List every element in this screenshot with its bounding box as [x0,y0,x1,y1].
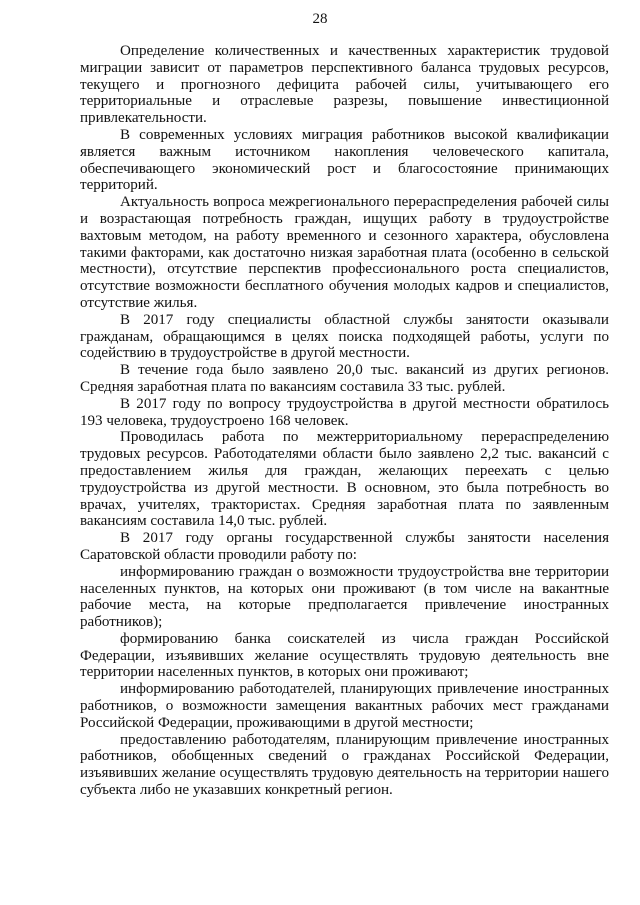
paragraph-service-work-intro: В 2017 году органы государственной службы занятости населения Саратовской области проводили работу по: [80,530,609,563]
paragraph-employment-service-2017: В 2017 году специалисты областной службы занятости оказывали гражданам, обращающимся в целях поиска подходящей работы, услуги по содействию в трудоустройстве в другой местности. [80,311,609,362]
paragraph-applicant-bank: формированию банка соискателей из числа граждан Российской Федерации, изъявивших желание осуществлять трудовую деятельность вне территории населенных пунктов, в которых они проживают; [80,630,609,681]
paragraph-informing-citizens: информированию граждан о возможности трудоустройства вне территории населенных пунктов, на которых они проживают (в том числе на вакантные рабочие места, на которые предполагается привлечение иностранных работников); [80,563,609,631]
paragraph-interregional-redistribution: Актуальность вопроса межрегионального перераспределения рабочей силы и возрастающая потребность граждан, ищущих работу в трудоустройстве вахтовым методом, на работу временного и сезонного характера, обусловлена такими факторами, как достаточно низкая заработная плата (особенно в сельской местности), отсутствие перспектив профессионального роста специалистов, отсутствие возможности бесплатного обучения молодых кадров и специалистов, отсутствие жилья. [80,194,609,311]
paragraph-labour-redistribution: Проводилась работа по межтерриториальному перераспределению трудовых ресурсов. Работодателями области было заявлено 2,2 тыс. вакансий с предоставлением жилья для граждан, желающих переехать с целью трудоустройства из другой местности. В основном, это была потребность во врачах, учителях, трактористах. Средняя заработная плата по заявленным вакансиям составила 14,0 тыс. рублей. [80,429,609,530]
body-text [80,43,609,799]
paragraph-vacancies-other-regions: В течение года было заявлено 20,0 тыс. вакансий из других регионов. Средняя заработная плата по вакансиям составила 33 тыс. рублей. [80,362,609,395]
page-number: 28 [312,11,328,27]
paragraph-high-qualification-migration: В современных условиях миграция работников высокой квалификации является важным источником накопления человеческого капитала, обеспечивающего экономический рост и благосостояние принимающих территорий. [80,126,609,194]
paragraph-employment-other-locality: В 2017 году по вопросу трудоустройства в другой местности обратилось 193 человека, трудоустроено 168 человек. [80,395,609,429]
paragraph-migration-characteristics: Определение количественных и качественных характеристик трудовой миграции зависит от параметров перспективного баланса трудовых ресурсов, текущего и прогнозного дефицита рабочей силы, учитывающего его территориальные и отраслевые разрезы, повышение инвестиционной привлекательности. [80,43,609,127]
paragraph-informing-employers: информированию работодателей, планирующих привлечение иностранных работников, о возможности замещения вакантных рабочих мест гражданами Российской Федерации, проживающими в другой местности; [80,681,609,731]
paragraph-providing-employers: предоставлению работодателям, планирующим привлечение иностранных работников, обобщенных сведений о гражданах Российской Федерации, изъявивших желание осуществлять трудовую деятельность на территории нашего субъекта либо не указавших конкретный регион. [80,731,609,799]
